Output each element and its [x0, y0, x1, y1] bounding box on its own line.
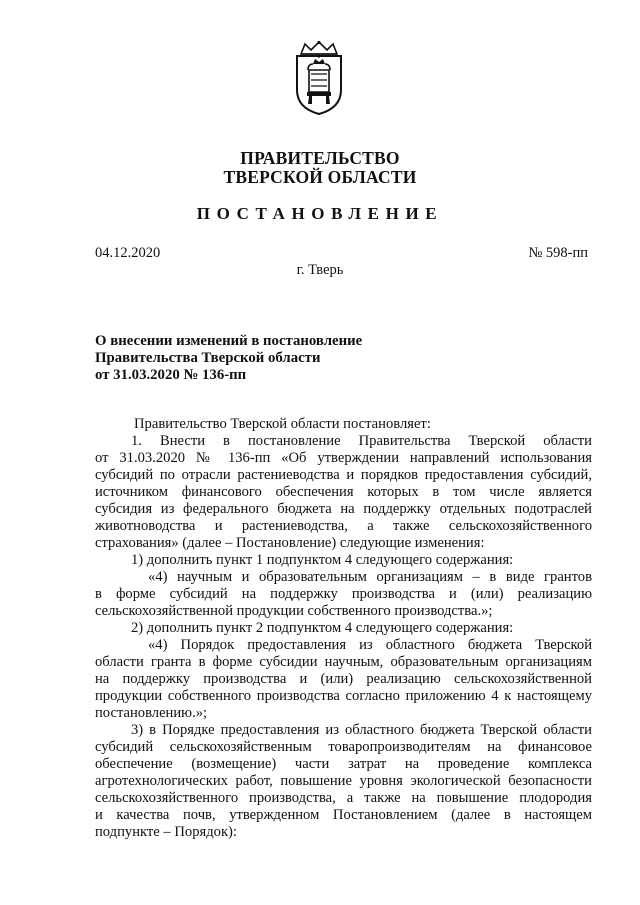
document-city: г. Тверь — [296, 262, 344, 278]
document-number: № 598-пп — [528, 245, 588, 261]
subject-line: О внесении изменений в постановление — [95, 333, 363, 349]
body-line: субсидий по отрасли растениеводства и порядков предоставления субсидий, — [95, 467, 592, 483]
body-line: Правительство Тверской области постановляет: — [134, 416, 431, 432]
body-line: агротехнологических работ, повышение уровня экологической безопасности — [95, 773, 592, 789]
tver-coat-of-arms-icon — [291, 40, 347, 116]
body-line: 2) дополнить пункт 2 подпунктом 4 следующего содержания: — [131, 620, 514, 636]
subject-line: Правительства Тверской области — [95, 350, 321, 366]
body-line: от 31.03.2020 № 136-пп «Об утверждении направлений использования — [95, 450, 592, 466]
body-line: сельскохозяйственной продукции собственного производства.»; — [95, 603, 493, 619]
body-line: «4) Порядок предоставления из областного бюджета Тверской — [148, 637, 592, 653]
body-line: 1) дополнить пункт 1 подпунктом 4 следующего содержания: — [131, 552, 514, 568]
body-line: области гранта в форме субсидии научным, образовательным организациям — [95, 654, 592, 670]
body-line: 3) в Порядке предоставления из областного бюджета Тверской области — [131, 722, 592, 738]
body-line: источником финансового обеспечения которых в том числе является — [95, 484, 592, 500]
body-line: постановлению.»; — [95, 705, 208, 721]
document-type: ПОСТАНОВЛЕНИЕ — [196, 204, 444, 223]
organization-name-line1: ПРАВИТЕЛЬСТВО — [240, 148, 400, 168]
body-line: животноводства и растениеводства, а также сельскохозяйственного — [95, 518, 592, 534]
organization-name-line2: ТВЕРСКОЙ ОБЛАСТИ — [223, 167, 417, 187]
body-line: субсидий сельскохозяйственным товаропроизводителям на финансовое — [95, 739, 592, 755]
body-line: продукции собственного производства согласно приложению 4 к настоящему — [95, 688, 592, 704]
body-line: в форме субсидий на поддержку производства и (или) реализацию — [95, 586, 592, 602]
body-line: сельскохозяйственного производства, а также на повышение плодородия — [95, 790, 592, 806]
body-line: страхования» (далее – Постановление) следующие изменения: — [95, 535, 485, 551]
body-line: на поддержку производства и (или) реализацию сельскохозяйственной — [95, 671, 592, 687]
document-date: 04.12.2020 — [95, 245, 161, 261]
document-subject — [95, 333, 362, 384]
body-line: обеспечение (возмещение) части затрат на проведение комплекса — [95, 756, 592, 772]
document-body — [95, 416, 592, 841]
body-line: «4) научным и образовательным организациям – в виде грантов — [148, 569, 592, 585]
body-line: и качества почв, утвержденном Постановлением (далее в настоящем — [95, 807, 592, 823]
subject-line: от 31.03.2020 № 136-пп — [95, 367, 247, 383]
body-line: субсидия из федерального бюджета на поддержку отдельных подотраслей — [95, 501, 592, 517]
body-line: подпункте – Порядок): — [95, 824, 237, 840]
body-line: 1. Внести в постановление Правительства Тверской области — [131, 433, 592, 449]
